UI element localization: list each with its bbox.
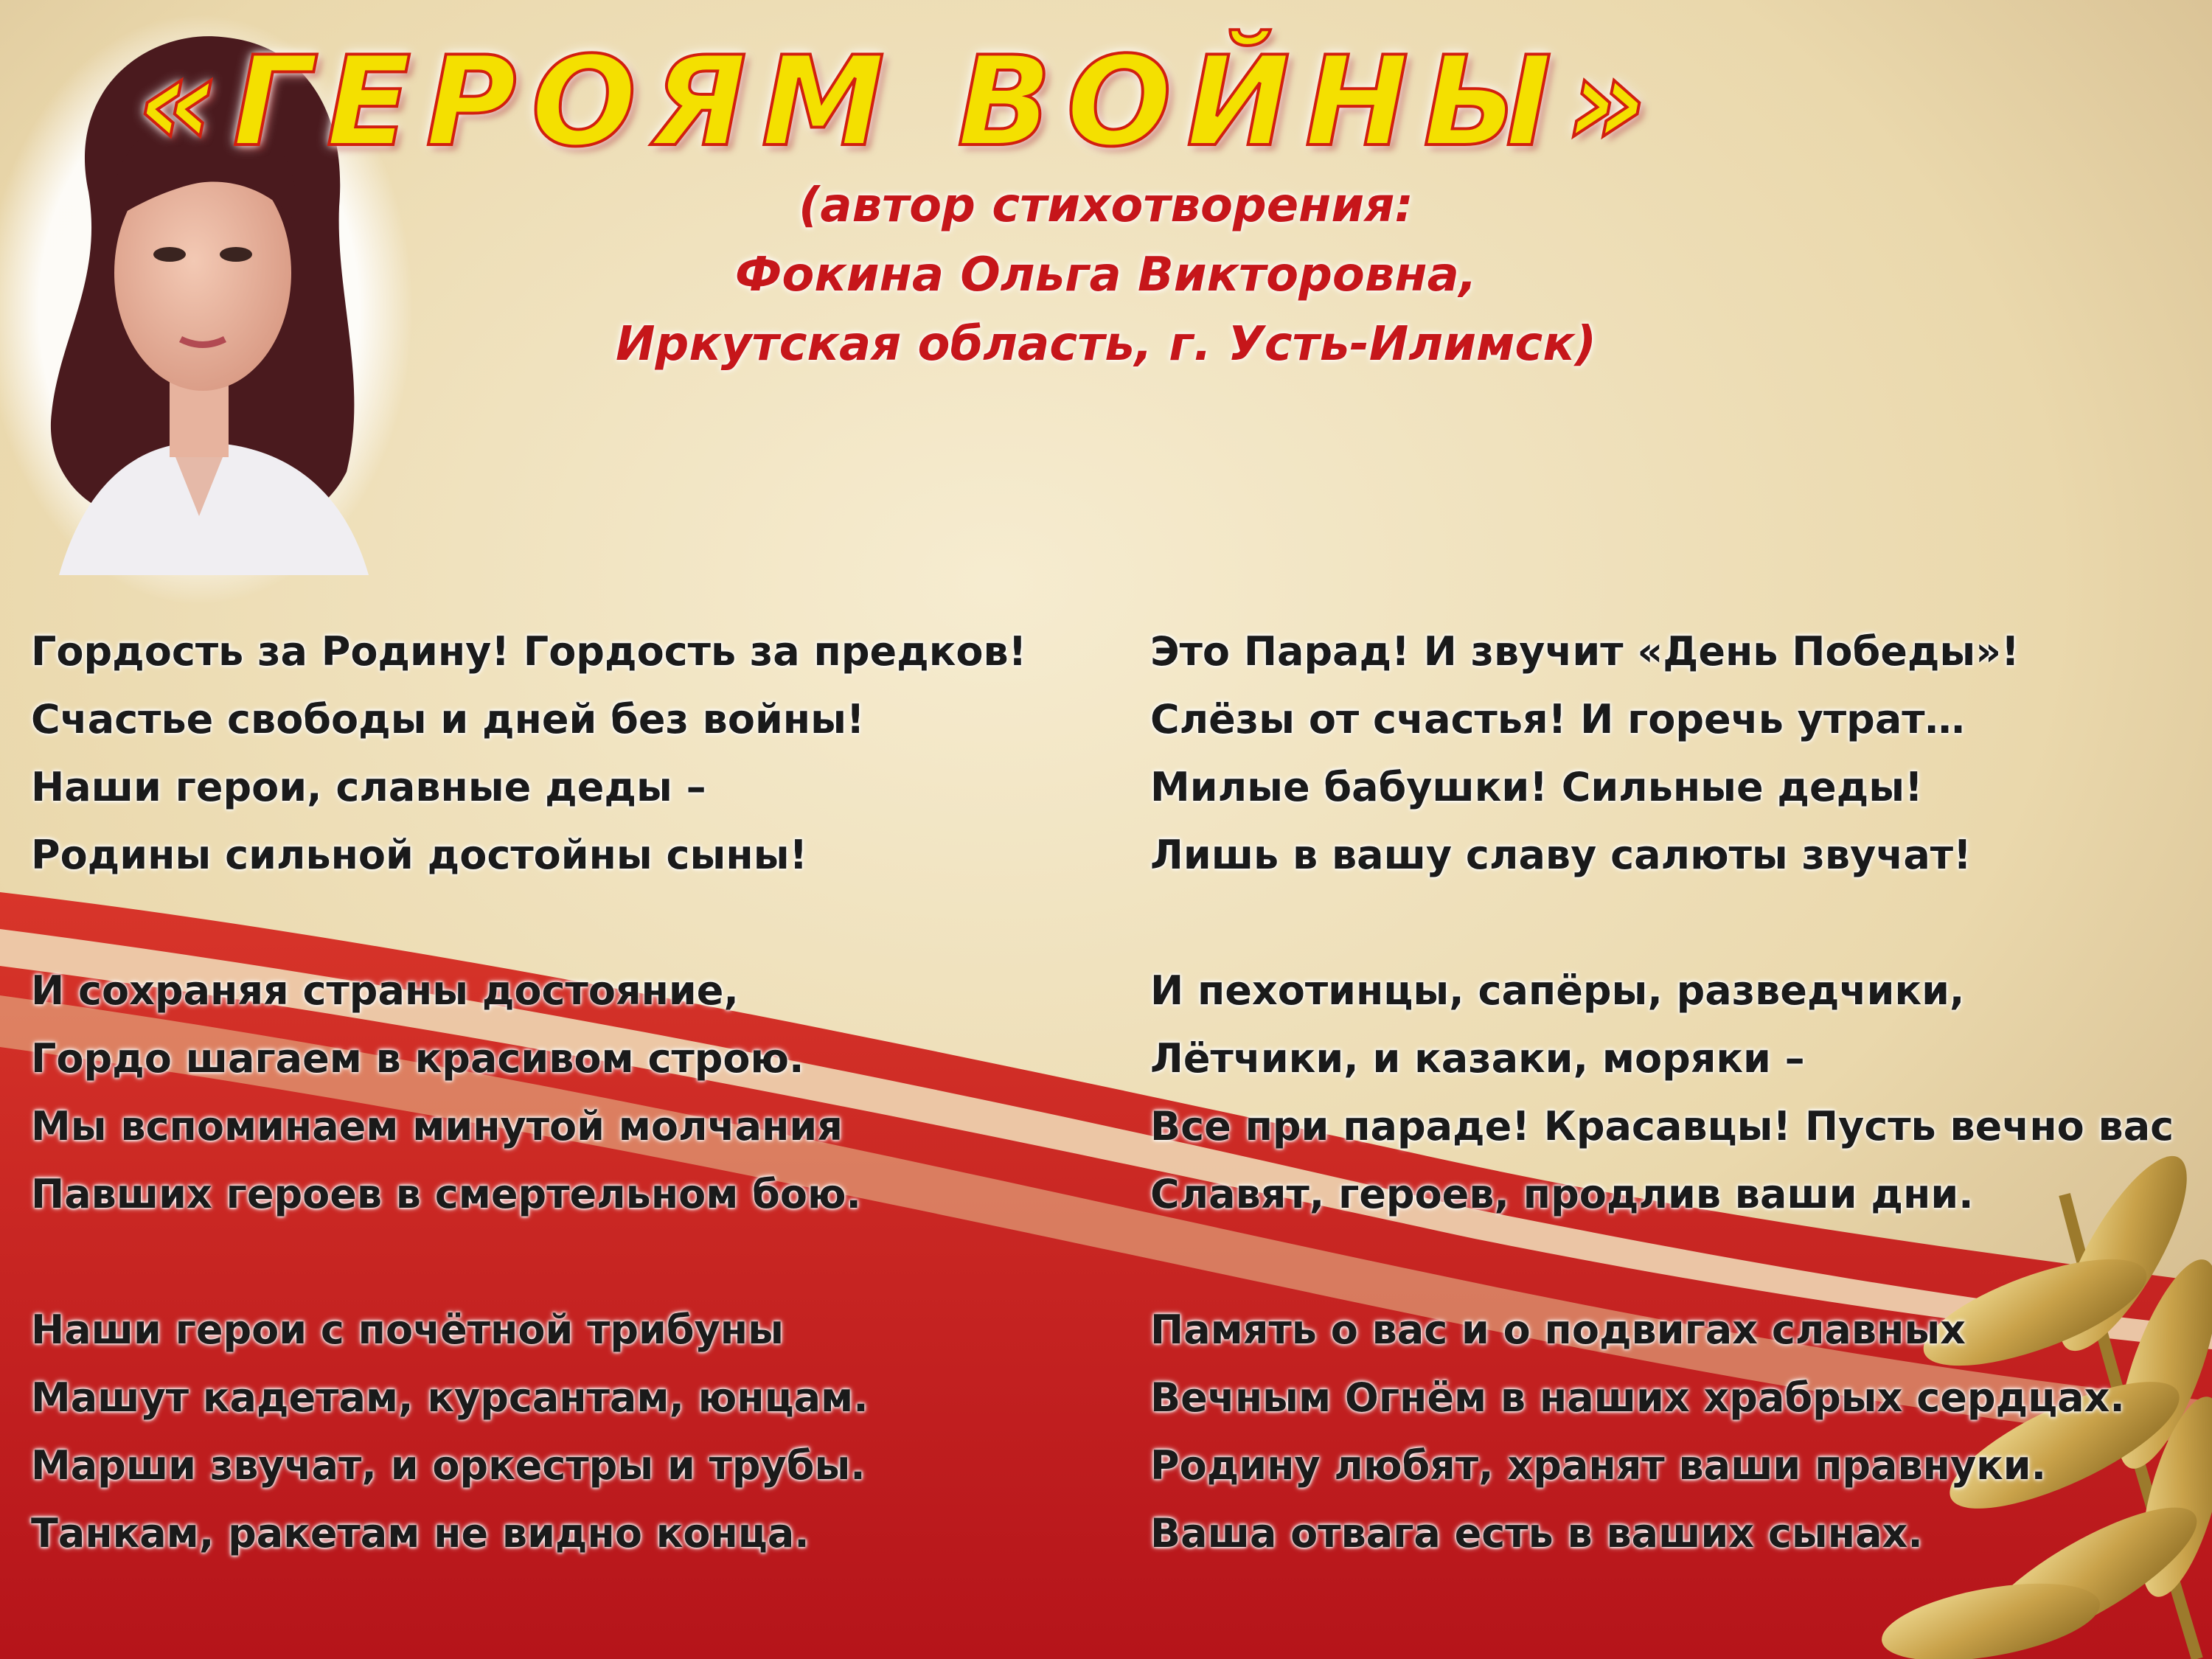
poem-line: Вечным Огнём в наших храбрых сердцах. <box>1150 1374 2125 1421</box>
poem-line: Наши герои, славные деды – <box>31 764 706 810</box>
poem-line: Гордо шагаем в красивом строю. <box>31 1035 804 1082</box>
poem-line: Гордость за Родину! Гордость за предков! <box>31 628 1027 675</box>
stanza <box>1150 1296 2174 1568</box>
stanza <box>31 1296 1026 1568</box>
poem-line: Марши звучат, и оркестры и трубы. <box>31 1442 866 1489</box>
poem-line: Мы вспоминаем минутой молчания <box>31 1103 843 1150</box>
author-credit <box>516 171 1696 379</box>
poem-line: Лётчики, и казаки, моряки – <box>1150 1035 1805 1082</box>
author-line-3: Иркутская область, г. Усть-Илимск) <box>615 317 1597 372</box>
poem-line: Родины сильной достойны сыны! <box>31 832 808 878</box>
poem-right-column <box>1150 618 2174 1635</box>
author-line-1: (автор стихотворения: <box>799 178 1413 233</box>
poem-line: Славят, героев, продлив ваши дни. <box>1150 1171 1974 1217</box>
stanza <box>31 618 1026 889</box>
stanza <box>1150 957 2174 1228</box>
author-line-2: Фокина Ольга Викторовна, <box>734 248 1478 302</box>
poem-line: И сохраняя страны достояние, <box>31 967 739 1014</box>
poem-line: Все при параде! Красавцы! Пусть вечно вас <box>1150 1103 2174 1150</box>
poem-line: Лишь в вашу славу салюты звучат! <box>1150 832 1972 878</box>
poem-line: Милые бабушки! Сильные деды! <box>1150 764 1923 810</box>
poem-left-column <box>31 618 1026 1635</box>
poem-line: Счастье свободы и дней без войны! <box>31 696 865 742</box>
poem-line: Наши герои с почётной трибуны <box>31 1307 784 1353</box>
poster-title: «ГЕРОЯМ ВОЙНЫ» <box>137 29 1662 174</box>
poem-line: И пехотинцы, сапёры, разведчики, <box>1150 967 1965 1014</box>
stanza <box>31 957 1026 1228</box>
poem-line: Это Парад! И звучит «День Победы»! <box>1150 628 2020 675</box>
stanza <box>1150 618 2174 889</box>
poem-line: Танкам, ракетам не видно конца. <box>31 1510 810 1557</box>
poem-line: Родину любят, хранят ваши правнуки. <box>1150 1442 2047 1489</box>
poem-line: Машут кадетам, курсантам, юнцам. <box>31 1374 869 1421</box>
poem-line: Павших героев в смертельном бою. <box>31 1171 861 1217</box>
poem-line: Память о вас и о подвигах славных <box>1150 1307 1966 1353</box>
poem-line: Ваша отвага есть в ваших сынах. <box>1150 1510 1923 1557</box>
poem-line: Слёзы от счастья! И горечь утрат… <box>1150 696 1965 742</box>
